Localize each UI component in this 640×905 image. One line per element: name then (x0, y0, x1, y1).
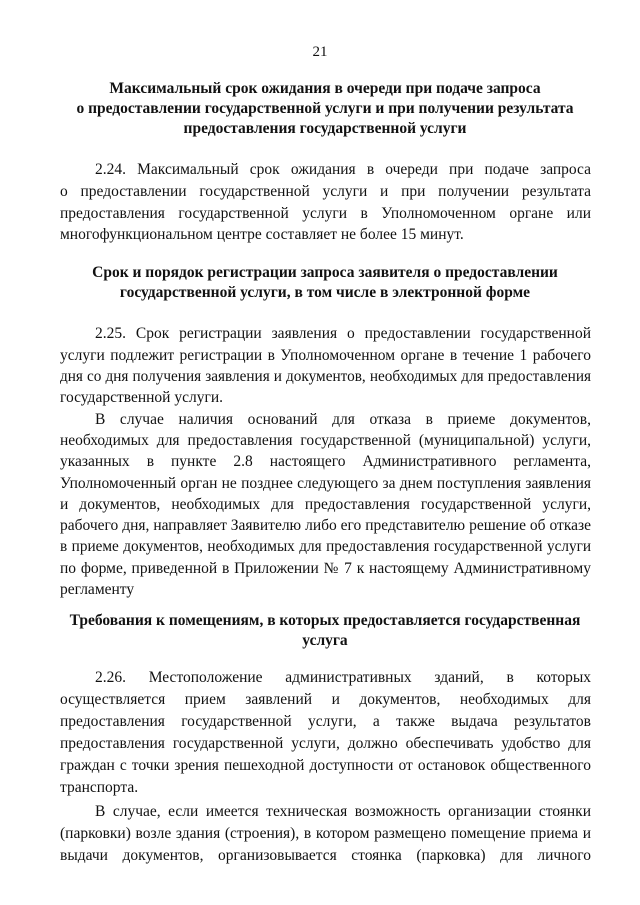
paragraph-line: предоставления государственной услуги, должно обеспечивать удобство для (60, 735, 591, 752)
paragraph-line: предоставления государственной услуги, а также выдача результатов (60, 713, 591, 730)
paragraph-line: рабочего дня, направляет Заявителю либо его представителю решение об отказе (60, 517, 591, 534)
heading-line: о предоставлении государственной услуги и при получении результата (76, 100, 574, 117)
heading-line: Требования к помещениям, в которых предоставляется государственная (69, 612, 581, 629)
paragraph-line: 2.24. Максимальный срок ожидания в очереди при подаче запроса (95, 161, 591, 178)
paragraph-line: граждан с точки зрения пешеходной доступности от остановок общественного (60, 757, 591, 774)
section-heading-waiting-time (60, 79, 590, 139)
heading-line: предоставления государственной услуги (183, 120, 467, 137)
paragraph-line: в приеме документов, необходимых для предоставления государственной услуги (60, 538, 591, 555)
paragraph-line: указанных в пункте 2.8 настоящего Административного регламента, (60, 453, 591, 470)
paragraph-line: транспорта. (60, 779, 139, 796)
heading-line: Максимальный срок ожидания в очереди при подаче запроса (109, 80, 541, 97)
page-number: 21 (312, 44, 328, 60)
heading-line: услуга (302, 632, 348, 649)
paragraph-line: государственной услуги. (60, 389, 223, 406)
paragraph-line: 2.25. Срок регистрации заявления о предоставлении государственной (95, 325, 591, 342)
paragraph-line: В случае наличия оснований для отказа в приеме документов, (95, 411, 591, 428)
paragraph-line: регламенту (60, 581, 135, 598)
section-heading-premises (60, 611, 590, 651)
paragraph-line: выдачи документов, организовывается стоянка (парковка) для личного (60, 847, 591, 864)
section-heading-registration (60, 263, 590, 303)
paragraph-line: осуществляется прием заявлений и документов, необходимых для (60, 691, 591, 708)
paragraph-line: необходимых для предоставления государственной (муниципальной) услуги, (60, 432, 591, 449)
paragraph-line: Уполномоченный орган не позднее следующего за днем поступления заявления (60, 475, 591, 492)
paragraph-line: (парковки) возле здания (строения), в котором размещено помещение приема и (60, 825, 591, 842)
paragraph-line: предоставления государственной услуги в Уполномоченном органе или (60, 205, 591, 222)
paragraph-line: дня со дня получения заявления и документов, необходимых для предоставления (60, 368, 591, 385)
heading-line: Срок и порядок регистрации запроса заявителя о предоставлении (92, 264, 558, 281)
paragraph-line: многофункциональном центре составляет не более 15 минут. (60, 226, 464, 243)
paragraph-line: В случае, если имеется техническая возможность организации стоянки (95, 803, 591, 820)
paragraph-line: 2.26. Местоположение административных зданий, в которых (95, 669, 591, 686)
paragraph-line: о предоставлении государственной услуги и при получении результата (60, 183, 591, 200)
paragraph-line: услуги подлежит регистрации в Уполномоченном органе в течение 1 рабочего (60, 347, 591, 364)
paragraph-line: по форме, приведенной в Приложении № 7 к настоящему Административному (60, 560, 591, 577)
paragraph-line: и документов, необходимых для предоставления государственной услуги, (60, 496, 591, 513)
heading-line: государственной услуги, в том числе в электронной форме (119, 284, 531, 301)
